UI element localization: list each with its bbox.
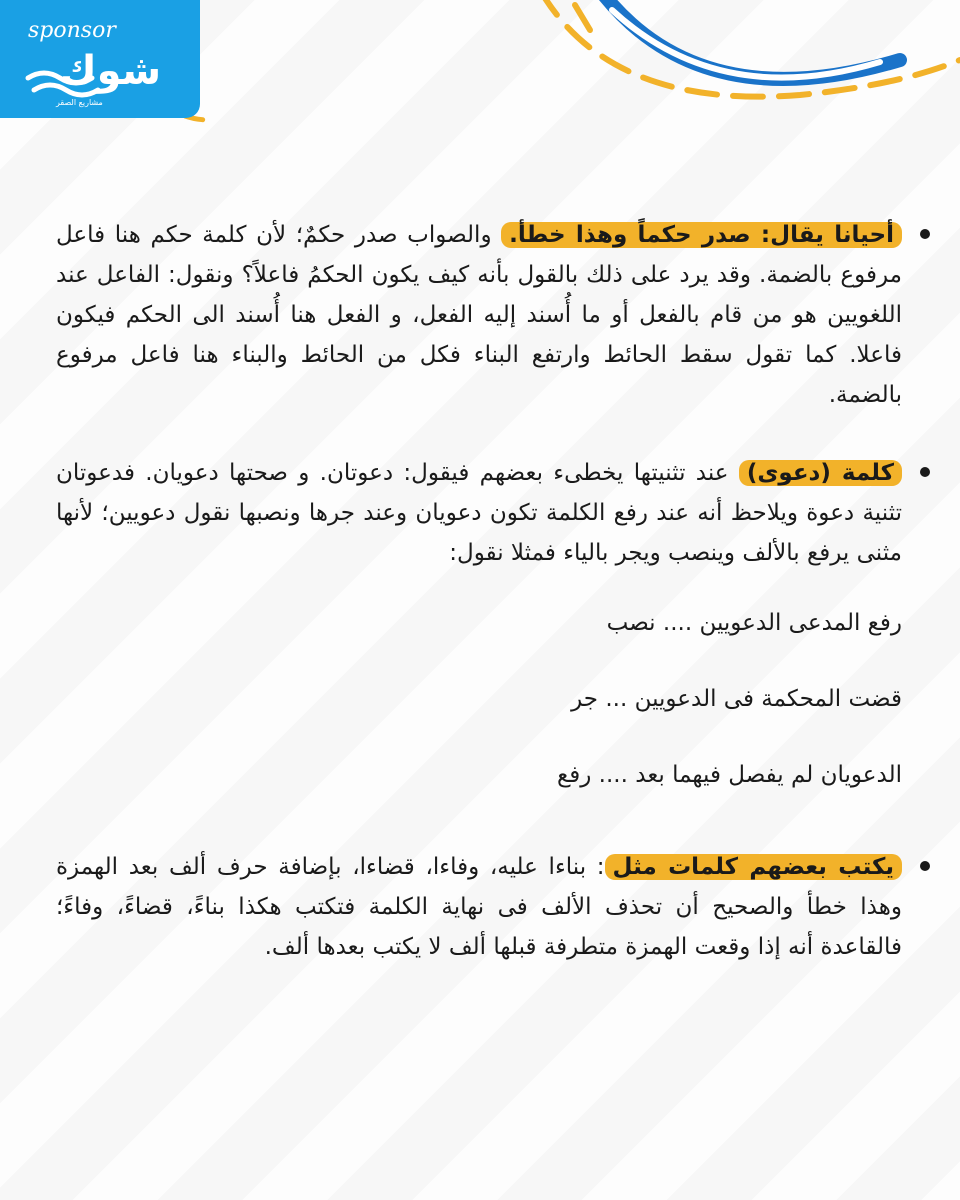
section-dual-error [56, 453, 930, 795]
example-line: رفع المدعى الدعويين .... نصب [606, 610, 902, 636]
section-text: والصواب صدر حكمٌ؛ لأن كلمة حكم هنا فاعل مرفوع بالضمة. وقد يرد على ذلك بالقول بأنه كيف يكون الحكمُ فاعلاً؟ ونقول: الفاعل عند اللغويين هو من قام بالفعل أو ما أُسند إليه الفعل، و الفعل هنا أُسند الى الحكم فيكون فاعلا. كما تقول سقط الحائط وارتفع البناء فكل من الحائط والبناء هنا فاعل مرفوع بالضمة. [56, 222, 902, 408]
sponsor-tagline: مشاريع الصقر [56, 98, 103, 107]
section-subject-error [56, 215, 930, 415]
section-highlight: كلمة (دعوى) [739, 460, 902, 486]
sponsor-label: sponsor [28, 18, 116, 43]
section-text: عند تثنيتها يخطىء بعضهم فيقول: دعوتان. و صحتها دعويان. فدعوتان تثنية دعوة ويلاحظ أنه عند رفع الكلمة تكون دعويان وعند جرها ونصبها نقول دعويين؛ لأنها مثنى يرفع بالألف وينصب ويجر بالياء فمثلا نقول: [56, 460, 902, 566]
section-hamza-error [56, 847, 930, 967]
bullet-icon [920, 861, 930, 871]
article-body [56, 215, 930, 967]
examples-list [56, 603, 902, 795]
example-line: الدعويان لم يفصل فيهما بعد .... رفع [557, 762, 902, 788]
sponsor-badge [0, 0, 200, 118]
section-text: : بناءا عليه، وفاءا، قضاءا، بإضافة حرف ألف بعد الهمزة وهذا خطأ والصحيح أن تحذف الألف فى نهاية الكلمة فتكتب هكذا بناءً، قضاءً، وفاءً؛ فالقاعدة أنه إذا وقعت الهمزة متطرفة قبلها ألف لا يكتب بعدها ألف. [56, 854, 902, 960]
example-line: قضت المحكمة فى الدعويين ... جر [571, 686, 902, 712]
bullet-icon [920, 467, 930, 477]
section-highlight: أحيانا يقال: صدر حكماً وهذا خطأ. [501, 222, 902, 248]
sponsor-brand-name: شوك [60, 48, 162, 94]
section-highlight: يكتب بعضهم كلمات مثل [605, 854, 902, 880]
bullet-icon [920, 229, 930, 239]
